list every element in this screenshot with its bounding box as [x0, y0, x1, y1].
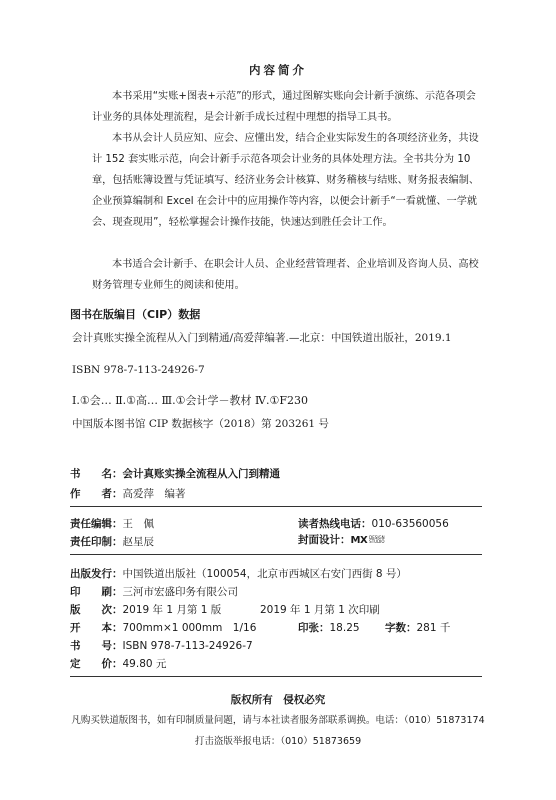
copyright-heading: 版权所有 侵权必究	[230, 694, 326, 706]
edition-label: 版 次：	[70, 604, 123, 616]
publisher-row	[70, 566, 407, 581]
book-author-row	[70, 486, 186, 501]
edition-row	[70, 602, 221, 617]
cip-classification: Ⅰ.①会… Ⅱ.①高… Ⅲ.①会计学－教材 Ⅳ.①F230	[72, 394, 308, 407]
sheets-value: 18.25	[329, 622, 360, 634]
printer-value: 三河市宏盛印务有限公司	[122, 586, 238, 598]
editor-label: 责任编辑：	[70, 518, 123, 530]
hotline-label: 读者热线电话：	[298, 518, 372, 530]
cover-design-logo-sub2: STUDIO	[369, 539, 385, 544]
intro-title: 内容简介	[249, 63, 307, 77]
sheets-label: 印张：	[298, 622, 330, 634]
printing-supervisor-label: 责任印制：	[70, 536, 123, 548]
format-value: 700mm×1 000mm 1/16	[122, 622, 257, 634]
book-title-row	[70, 466, 280, 481]
divider-bottom	[70, 676, 482, 677]
piracy-hotline: 打击盗版举报电话：（010）51873659	[194, 736, 362, 747]
printer-row	[70, 584, 238, 599]
editor-row	[70, 516, 154, 531]
cover-design-logo-sub1: DESIGN	[369, 535, 385, 540]
hotline-number: 010-63560056	[371, 518, 449, 530]
cip-title-line: 会计真账实操全流程从入门到精通/高爱萍编著.—北京：中国铁道出版社，2019.1	[72, 332, 452, 344]
intro-paragraph-2: 本书从会计人员应知、应会、应懂出发，结合企业实际发生的各项经济业务，共设计 152 套实账示范，向会计新手示范各项会计业务的具体处理方法。全书共分为 10 章，包括账簿设置与凭证填写、经济业务会计核算、财务稽核与结账、财务报表编制、企业预算编制和 Excel 在会计中的应用操作等内容，以便会计新手“一看就懂、一学就会、现查现用”，轻松掌握会计操作技能，快速达到胜任会计工作。	[92, 133, 480, 228]
cover-design-logo: MX	[350, 534, 368, 546]
divider-top	[70, 506, 482, 507]
words-label: 字数：	[385, 622, 417, 634]
edition-value: 2019 年 1 月第 1 版	[122, 604, 222, 616]
book-title: 会计真账实操全流程从入门到精通	[122, 468, 280, 480]
book-title-label: 书 名：	[70, 468, 123, 480]
words-value: 281 千	[416, 622, 451, 634]
isbn-label: 书 号：	[70, 640, 123, 652]
publisher-value: 中国铁道出版社（100054，北京市西城区右安门西街 8 号）	[122, 568, 407, 580]
isbn-value: ISBN 978-7-113-24926-7	[122, 640, 253, 652]
format-row	[70, 620, 256, 635]
hotline-row	[298, 516, 449, 531]
format-label: 开 本：	[70, 622, 123, 634]
impression-value: 2019 年 1 月第 1 次印刷	[260, 604, 380, 616]
price-value: 49.80 元	[122, 658, 167, 670]
copyright-notice: 凡购买铁道版图书，如有印制质量问题，请与本社读者服务部联系调换。电话：（010）51873174	[71, 715, 485, 726]
printing-supervisor-name: 赵星辰	[122, 536, 154, 548]
cip-isbn: ISBN 978-7-113-24926-7	[72, 364, 205, 376]
isbn-row	[70, 638, 253, 653]
intro-paragraph-1: 本书采用“实账+图表+示范”的形式，通过图解实账向会计新手演练、示范各项会计业务的具体处理流程，是会计新手成长过程中理想的指导工具书。	[92, 91, 476, 123]
cip-record-number: 中国版本图书馆 CIP 数据核字（2018）第 203261 号	[72, 418, 329, 430]
price-row	[70, 656, 166, 671]
book-author: 高爱萍 编著	[122, 488, 186, 500]
words-row	[385, 620, 450, 635]
divider-middle	[70, 554, 482, 555]
printing-supervisor-row	[70, 534, 154, 549]
intro-paragraph-3: 本书适合会计新手、在职会计人员、企业经营管理者、企业培训及咨询人员、高校财务管理专业师生的阅读和使用。	[92, 259, 479, 291]
editor-name: 王 佩	[122, 518, 154, 530]
cover-design-logo-sub	[369, 536, 384, 544]
cip-heading: 图书在版编目（CIP）数据	[70, 308, 201, 321]
cover-design-row	[298, 532, 385, 547]
sheets-row	[298, 620, 360, 635]
cover-design-label: 封面设计：	[298, 534, 351, 546]
book-author-label: 作 者：	[70, 488, 123, 500]
publisher-label: 出版发行：	[70, 568, 123, 580]
printer-label: 印 刷：	[70, 586, 123, 598]
price-label: 定 价：	[70, 658, 123, 670]
